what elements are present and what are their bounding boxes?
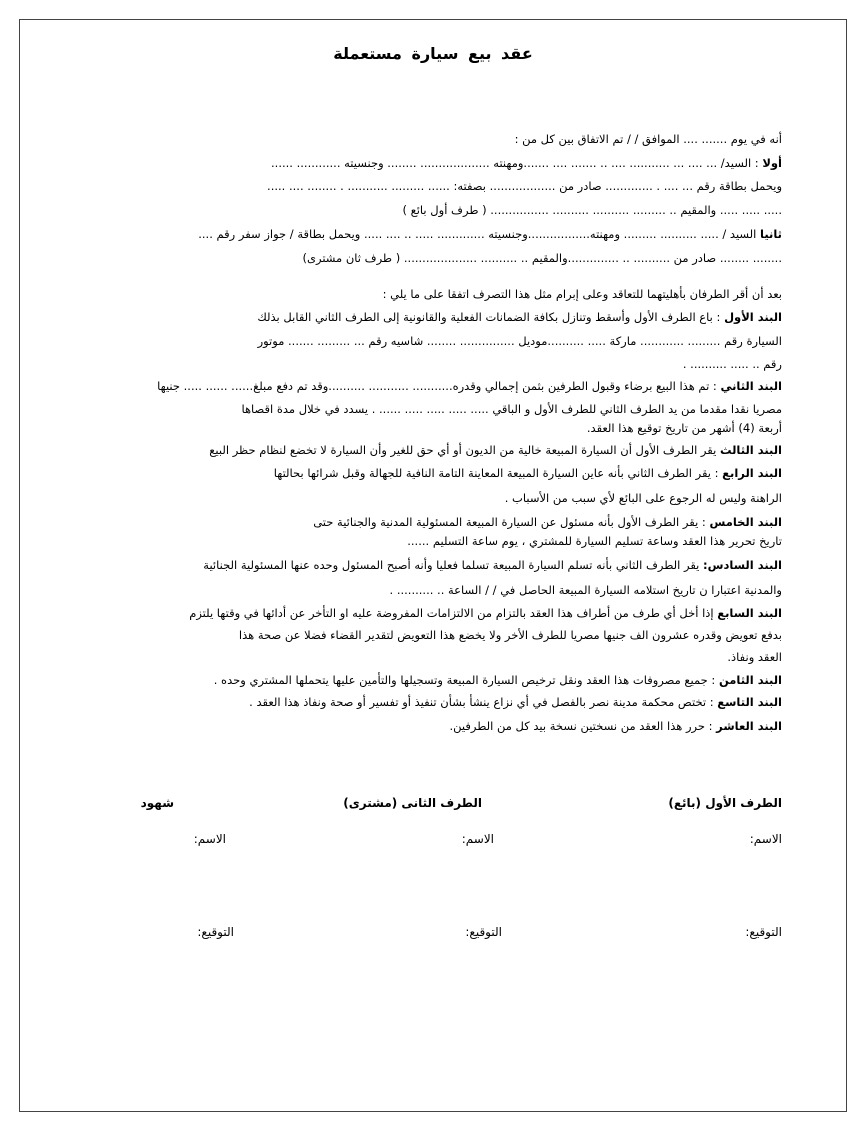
- seller-name-label: الاسم:: [749, 832, 782, 846]
- witnesses-heading: شهود: [140, 796, 174, 810]
- contract-line: تاريخ تحرير هذا العقد وساعة تسليم السيارة للمشتري ، يوم ساعة التسليم ......: [407, 534, 782, 548]
- contract-line: البند التاسع : تختص محكمة مدينة نصر بالفصل في أي نزاع ينشأ بشأن تنفيذ أو تفسير أو صحة ونفاذ هذا العقد .: [249, 695, 782, 709]
- contract-line: ويحمل بطاقة رقم ... .... . ............. صادر من .................. بصفته: ...... ......... ........... . ........ .... .....: [267, 179, 782, 193]
- contract-line: مصريا نقدا مقدما من يد الطرف الثاني للطرف الأول و الباقي ..... ..... ..... ..... ...... . يسدد في خلال مدة اقصاها: [241, 402, 782, 416]
- contract-line: البند الأول : باع الطرف الأول وأسقط وتنازل بكافة الضمانات الفعلية والقانونية إلى الطرف الثاني القابل بذلك: [257, 310, 782, 324]
- contract-line: البند الثالث يقر الطرف الأول أن السيارة المبيعة خالية من الديون أو أي حق للغير وأن السيارة لا تخضع لنظام حظر البيع: [209, 443, 782, 457]
- buyer-heading: الطرف الثانى (مشترى): [343, 796, 482, 810]
- contract-line: البند العاشر : حرر هذا العقد من نسختين نسخة بيد كل من الطرفين.: [449, 719, 782, 733]
- contract-line: البند الخامس : يقر الطرف الأول بأنه مسئول عن السيارة المبيعة المسئولية المدنية والجنائية حتى: [313, 515, 782, 529]
- contract-line: أربعة (4) أشهر من تاريخ توقيع هذا العقد.: [586, 421, 782, 435]
- buyer-signature-label: التوقيع:: [465, 925, 502, 939]
- contract-line: الراهنة وليس له الرجوع على البائع لأي سبب من الأسباب .: [504, 491, 782, 505]
- buyer-name-label: الاسم:: [461, 832, 494, 846]
- contract-line: بعد أن أقر الطرفان بأهليتهما للتعاقد وعلى إبرام مثل هذا التصرف اتفقا على ما يلي :: [382, 287, 782, 301]
- seller-signature-label: التوقيع:: [745, 925, 782, 939]
- contract-line: العقد ونفاذ.: [727, 650, 782, 664]
- document-title: عقد بيع سيارة مستعملة: [333, 44, 533, 63]
- contract-line: أولا : السيد/ ... .... ... ........... .... .. ....... .... .......ومهنته ................... ........ وجنسيته ............ ......: [271, 156, 782, 170]
- contract-line: السيارة رقم ......... ............ ماركة ..... ..........موديل ............... ........ شاسيه رقم ... ......... ....... موتور: [257, 334, 782, 348]
- contract-line: البند الرابع : يقر الطرف الثاني بأنه عاين السيارة المبيعة المعاينة التامة النافية للجهالة وقبل شرائها بحالتها: [273, 466, 782, 480]
- contract-line: البند السابع إذا أخل أي طرف من أطراف هذا العقد بالتزام من الالتزامات المفروضة عليه او التأخر عن أدائها في وقتها يلتزم: [189, 606, 782, 620]
- witness-signature-label: التوقيع:: [197, 925, 234, 939]
- contract-line: ثانيا السيد / ..... .......... ......... ومهنته.................وجنسيته ............. ..... .. .... ..... ويحمل بطاقة / جواز سفر رقم ....: [198, 227, 782, 241]
- contract-line: ........ ........ صادر من .......... .. ..............والمقيم .. .......... .................... ( طرف ثان مشترى): [302, 251, 782, 265]
- contract-line: البند الثامن : جميع مصروفات هذا العقد ونقل ترخيص السيارة المبيعة وتسجيلها والتأمين عليها يتحملها المشتري وحده .: [213, 673, 782, 687]
- witness-name-label: الاسم:: [193, 832, 226, 846]
- contract-line: البند السادس: يقر الطرف الثاني بأنه تسلم السيارة المبيعة تسلما فعليا وأنه أصبح المسئول وحده عنها المسئولية الجنائية: [203, 558, 782, 572]
- contract-line: بدفع تعويض وقدره عشرون الف جنيها مصريا للطرف الأخر ولا يخضع هذا التعويض لتقدير القضاء فضلا عن صحة هذا: [238, 628, 782, 642]
- contract-line: أنه في يوم ....... .... الموافق / / تم الاتفاق بين كل من :: [514, 132, 782, 146]
- contract-line: رقم .. ..... .......... .: [682, 357, 782, 371]
- seller-heading: الطرف الأول (بائع): [668, 796, 782, 810]
- contract-line: ..... ..... ..... والمقيم .. ......... .......... .......... ................ ( طرف أول بائع ): [402, 203, 782, 217]
- contract-line: البند الثاني : تم هذا البيع برضاء وقبول الطرفين بثمن إجمالي وقدره........... ........... ..........وقد تم دفع مبلغ...... ...... ..... جنيها: [157, 379, 782, 393]
- contract-line: والمدنية اعتبارا ن تاريخ استلامه السيارة المبيعة الحاصل في / / الساعة .. .......... .: [389, 583, 782, 597]
